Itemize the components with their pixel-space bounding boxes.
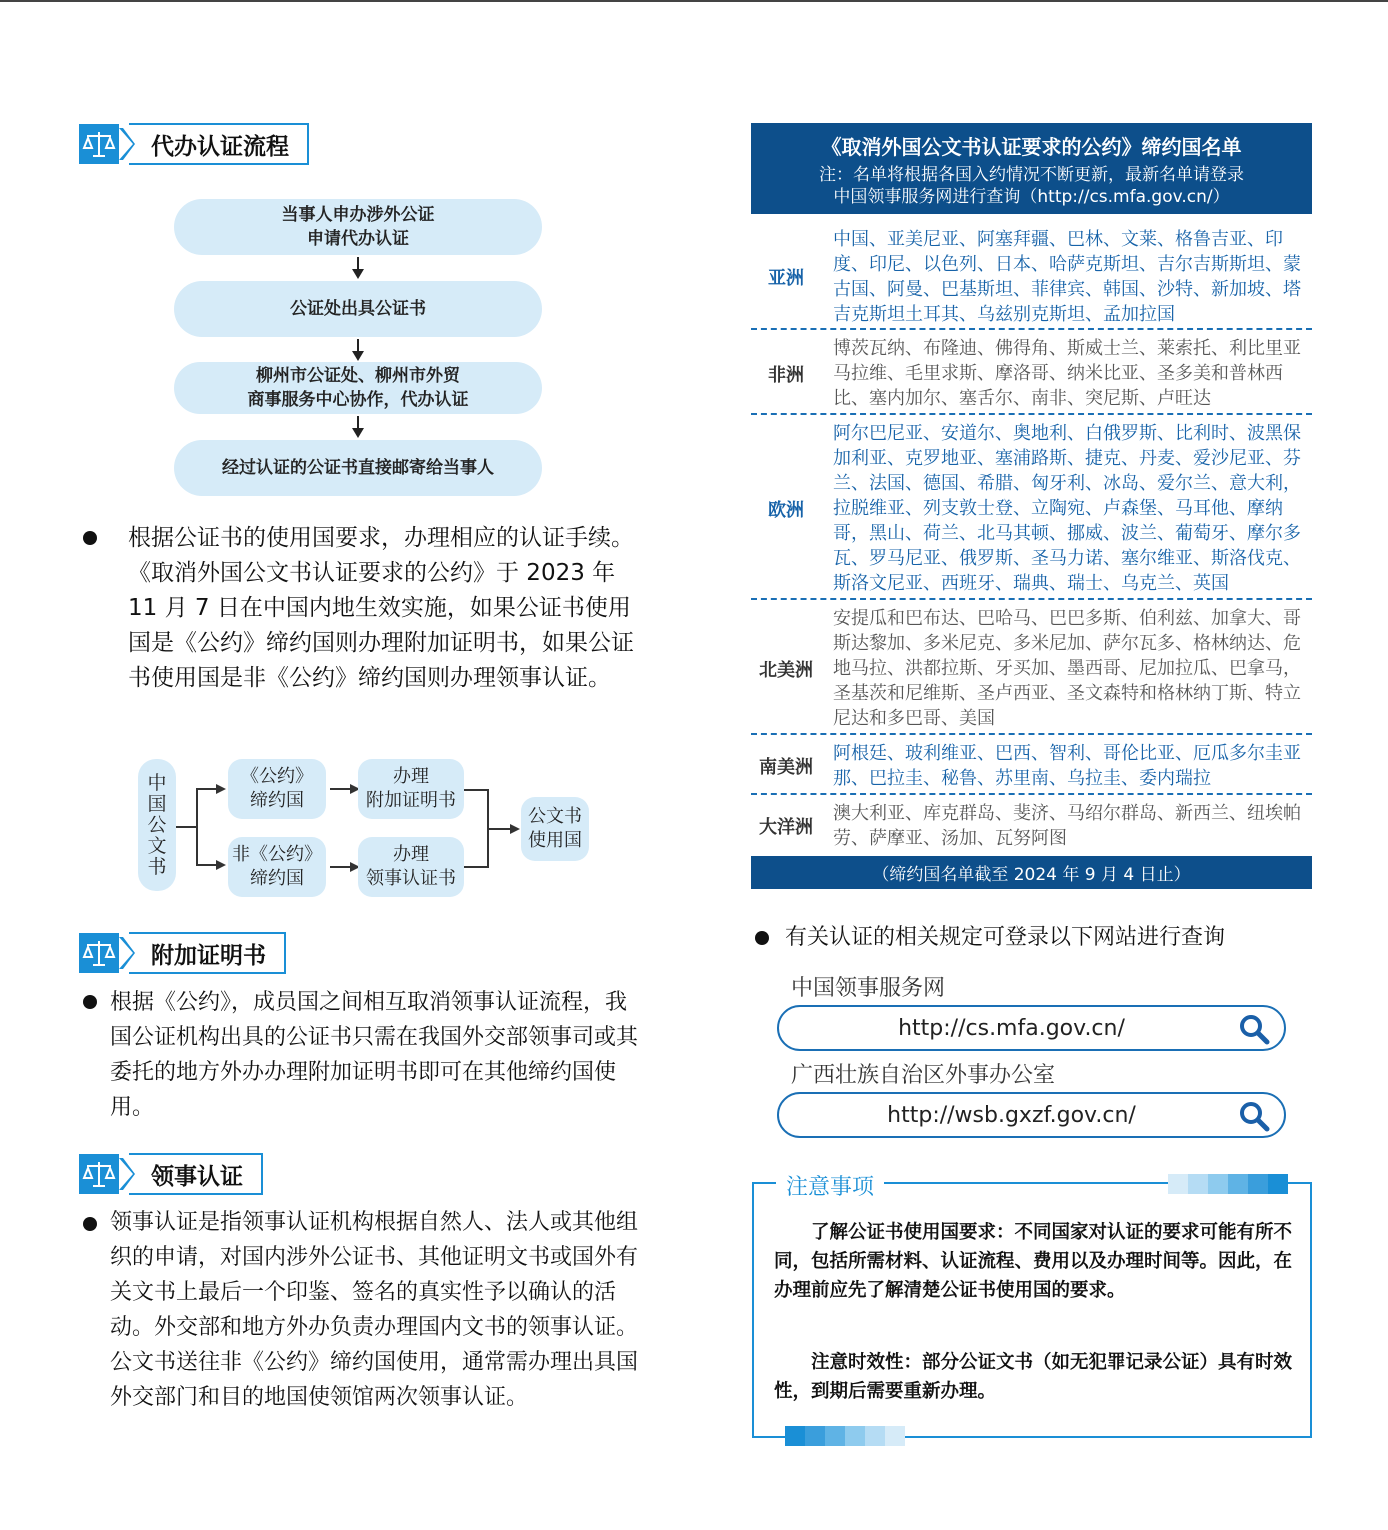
bullet xyxy=(755,931,769,945)
region-name: 北美洲 xyxy=(759,659,813,681)
flow2-nonmember xyxy=(228,837,326,897)
flow2-text: 公文书 使用国 xyxy=(528,806,582,851)
section-header-agency-flow xyxy=(79,122,309,166)
flow2-target xyxy=(521,797,589,861)
region-name: 欧洲 xyxy=(768,499,804,521)
flow-step-text: 公证处出具公证书 xyxy=(290,299,426,319)
divider xyxy=(751,793,1312,795)
bullet xyxy=(83,531,97,545)
site2-link[interactable] xyxy=(777,1092,1286,1138)
decor-blocks-top xyxy=(1168,1174,1288,1194)
notice-box xyxy=(752,1182,1312,1438)
section-title: 领事认证 xyxy=(129,1153,263,1195)
paragraph-consular: 领事认证是指领事认证机构根据自然人、法人或其他组织的申请，对国内涉外公证书、其他证明文书或国外有关文书上最后一个印鉴、签名的真实性予以确认的活动。外交部和地方外办负责办理国内文书的领事认证。公文书送往非《公约》缔约国使用，通常需办理出具国外交部门和目的地国使领馆两次领事认证。 xyxy=(110,1210,639,1410)
connector xyxy=(196,788,198,865)
connector xyxy=(487,828,511,830)
arrow-down-icon xyxy=(357,416,359,436)
flow-step-text: 经过认证的公证书直接邮寄给当事人 xyxy=(222,458,494,478)
flow-step-text: 柳州市公证处、柳州市外贸 商事服务中心协作，代办认证 xyxy=(247,366,469,410)
connector xyxy=(176,826,196,828)
paragraph-apostille: 根据《公约》，成员国之间相互取消领事认证流程，我国公证机构出具的公证书只需在我国外交部领事司或其委托的地方外办办理附加证明书即可在其他缔约国使用。 xyxy=(110,990,639,1120)
site2-url[interactable]: http://wsb.gxzf.gov.cn/ xyxy=(887,1102,1136,1128)
flow2-text: 办理 领事认证书 xyxy=(366,844,456,889)
region-row-oceania xyxy=(751,801,1312,851)
divider xyxy=(751,733,1312,735)
region-countries: 澳大利亚、库克群岛、斐济、马绍尔群岛、新西兰、纽埃帕劳、萨摩亚、汤加、瓦努阿图 xyxy=(833,803,1301,849)
notice-paragraph-1: 了解公证书使用国要求：不同国家对认证的要求可能有所不同，包括所需材料、认证流程、费用以及办理时间等。因此，在办理前应先了解清楚公证书使用国的要求。 xyxy=(774,1222,1293,1301)
section-title: 代办认证流程 xyxy=(129,123,309,165)
flow2-text: 非《公约》 缔约国 xyxy=(232,844,322,889)
arrow-right-icon xyxy=(216,784,226,794)
region-countries: 阿根廷、玻利维亚、巴西、智利、哥伦比亚、厄瓜多尔圭亚那、巴拉圭、秘鲁、苏里南、乌拉圭、委内瑞拉 xyxy=(833,743,1301,789)
flow2-consular xyxy=(358,837,464,897)
site1-link[interactable] xyxy=(777,1005,1286,1051)
search-icon[interactable] xyxy=(1238,1100,1270,1132)
region-name: 亚洲 xyxy=(768,268,804,289)
region-row-africa xyxy=(751,336,1312,411)
flow2-source-text: 中 国 公 文 书 xyxy=(147,771,167,878)
flow2-member xyxy=(228,759,326,819)
region-countries: 阿尔巴尼亚、安道尔、奥地利、白俄罗斯、比利时、波黑保加利亚、克罗地亚、塞浦路斯、捷克、丹麦、爱沙尼亚、芬兰、法国、德国、希腊、匈牙利、冰岛、爱尔兰、意大利，拉脱维亚、列支敦士登、立陶宛、卢森堡、马耳他、摩纳哥，黑山、荷兰、北马其顿、挪威、波兰、葡萄牙、摩尔多瓦、罗马尼亚、俄罗斯、圣马力诺、塞尔维亚、斯洛伐克、斯洛文尼亚、西班牙、瑞典、瑞士、乌克兰、英国 xyxy=(833,423,1301,594)
connector xyxy=(464,866,488,868)
region-row-north-america xyxy=(751,606,1312,731)
flow-step-4 xyxy=(174,440,542,496)
scales-icon xyxy=(79,1154,131,1194)
connector xyxy=(330,866,352,868)
flow-step-2 xyxy=(174,281,542,337)
notice-title: 注意事项 xyxy=(776,1170,884,1201)
arrow-right-icon xyxy=(510,824,520,834)
connector xyxy=(196,864,218,866)
search-icon[interactable] xyxy=(1238,1013,1270,1045)
notice-paragraph-2: 注意时效性：部分公证文书（如无犯罪记录公证）具有时效性，到期后需要重新办理。 xyxy=(774,1352,1293,1402)
region-countries: 安提瓜和巴布达、巴哈马、巴巴多斯、伯利兹、加拿大、哥斯达黎加、多米尼克、多米尼加、萨尔瓦多、格林纳达、危地马拉、洪都拉斯、牙买加、墨西哥、尼加拉瓜、巴拿马，圣基茨和尼维斯、圣卢西亚、圣文森特和格林纳丁斯、特立尼达和多巴哥、美国 xyxy=(833,608,1301,729)
links-intro: 有关认证的相关规定可登录以下网站进行查询 xyxy=(785,925,1226,950)
divider xyxy=(751,413,1312,415)
divider xyxy=(751,598,1312,600)
site2-label: 广西壮族自治区外事办公室 xyxy=(791,1063,1056,1088)
connector xyxy=(330,788,352,790)
section-header-consular xyxy=(79,1152,263,1196)
connector xyxy=(464,789,488,791)
site1-label: 中国领事服务网 xyxy=(791,976,946,1001)
flow-step-text: 当事人申办涉外公证 申请代办认证 xyxy=(281,205,435,249)
table-title: 《取消外国公文书认证要求的公约》缔约国名单 xyxy=(821,135,1242,159)
paragraph-certification-rules: 根据公证书的使用国要求，办理相应的认证手续。《取消外国公文书认证要求的公约》于 2023 年 11 月 7 日在中国内地生效实施，如果公证书使用国是《公约》缔约国则办理附加证明书，如果公证书使用国是非《公约》缔约国则办理领事认证。 xyxy=(128,525,634,691)
section-title: 附加证明书 xyxy=(129,932,286,974)
region-countries: 中国、亚美尼亚、阿塞拜疆、巴林、文莱、格鲁吉亚、印度、印尼、以色列、日本、哈萨克斯坦、吉尔吉斯斯坦、蒙古国、阿曼、巴基斯坦、菲律宾、韩国、沙特、新加坡、塔吉克斯坦土耳其、乌兹别克斯坦、孟加拉国 xyxy=(833,229,1301,325)
convention-table-header xyxy=(751,123,1312,214)
flow-step-3 xyxy=(174,362,542,414)
region-row-europe xyxy=(751,421,1312,596)
region-row-south-america xyxy=(751,741,1312,791)
site1-url[interactable]: http://cs.mfa.gov.cn/ xyxy=(898,1015,1125,1041)
bullet xyxy=(83,1217,97,1231)
region-name: 南美洲 xyxy=(759,757,813,778)
flow2-apostille xyxy=(358,759,464,819)
region-row-asia xyxy=(751,227,1312,327)
flow2-source xyxy=(138,759,176,891)
scales-icon xyxy=(79,933,131,973)
region-countries: 博茨瓦纳、布隆迪、佛得角、斯威士兰、莱索托、利比里亚马拉维、毛里求斯、摩洛哥、纳米比亚、圣多美和普林西比、塞内加尔、塞舌尔、南非、突尼斯、卢旺达 xyxy=(833,338,1301,409)
flow-step-1 xyxy=(174,199,542,255)
arrow-right-icon xyxy=(216,860,226,870)
scales-icon xyxy=(79,124,131,164)
flow2-text: 办理 附加证明书 xyxy=(366,766,456,811)
region-name: 非洲 xyxy=(768,364,804,386)
table-note-2: 中国领事服务网进行查询（http://cs.mfa.gov.cn/） xyxy=(833,187,1230,207)
bullet xyxy=(83,995,97,1009)
section-header-apostille xyxy=(79,931,286,975)
table-footer: （缔约国名单截至 2024 年 9 月 4 日止） xyxy=(751,856,1312,889)
divider xyxy=(751,328,1312,330)
arrow-down-icon xyxy=(357,339,359,359)
flow2-text: 《公约》 缔约国 xyxy=(241,766,313,811)
arrow-down-icon xyxy=(357,257,359,277)
decor-blocks-bottom xyxy=(785,1426,905,1446)
connector xyxy=(196,788,218,790)
top-rule xyxy=(0,0,1388,2)
region-name: 大洋洲 xyxy=(759,817,813,838)
table-note-1: 注：名单将根据各国入约情况不断更新，最新名单请登录 xyxy=(819,165,1244,185)
